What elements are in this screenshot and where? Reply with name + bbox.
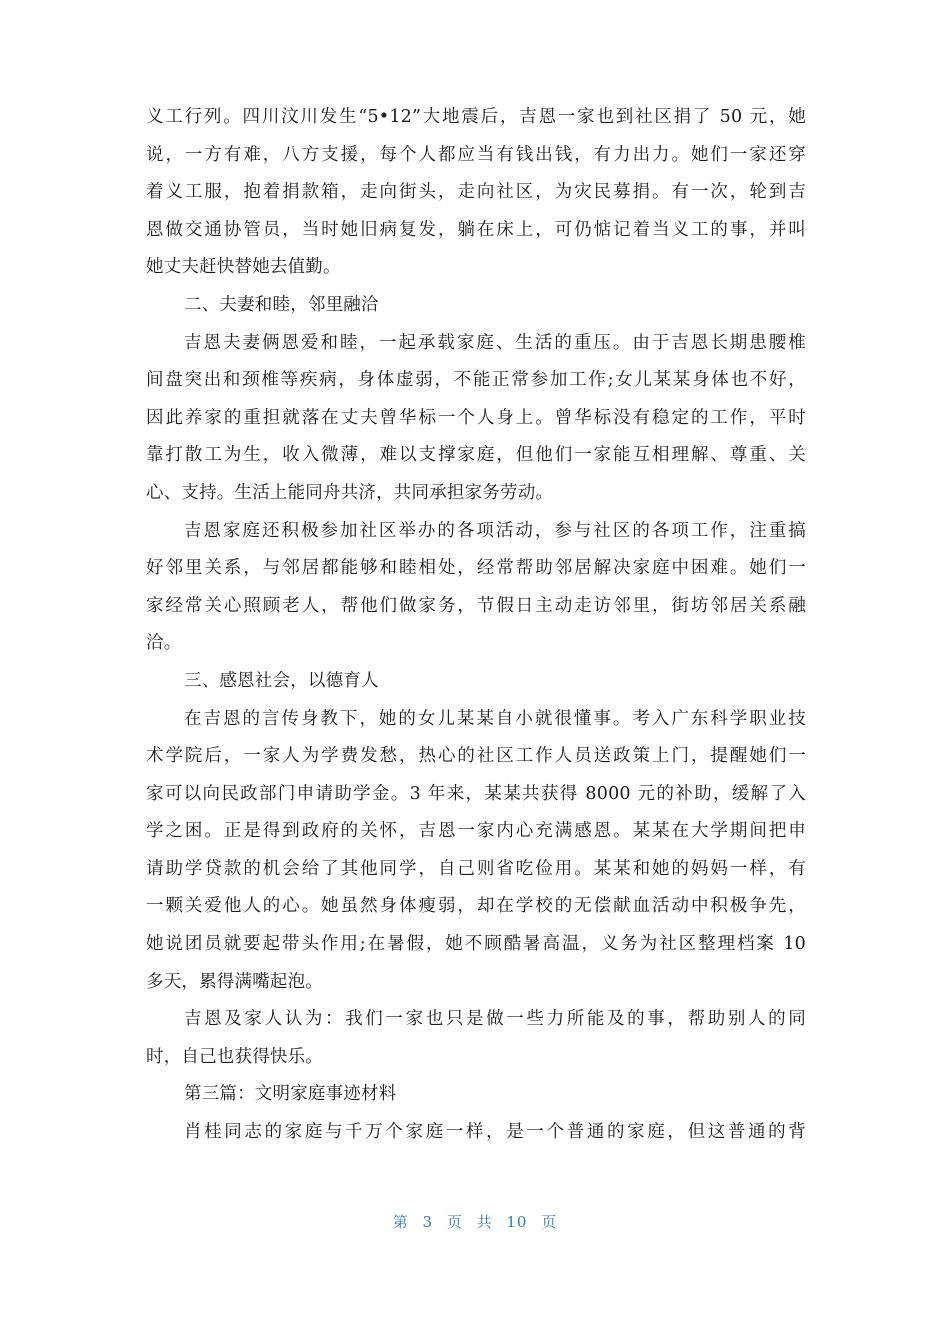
text-line: 好邻里关系，与邻居都能够和睦相处，经常帮助邻居解决家庭中困难。她们一 <box>146 558 806 579</box>
page-number-footer: 第 3 页 共 10 页 <box>392 1213 558 1231</box>
text-line: 吉恩夫妻俩恩爱和睦，一起承载家庭、生活的重压。由于吉恩长期患腰椎 <box>184 332 806 353</box>
text-line: 学之困。正是得到政府的关怀，吉恩一家内心充满感恩。某某在大学期间把申 <box>146 821 806 842</box>
text-line: 因此养家的重担就落在丈夫曾华标一个人身上。曾华标没有稳定的工作，平时 <box>146 407 806 428</box>
text-line: 心、支持。生活上能同舟共济，共同承担家务劳动。 <box>146 482 554 503</box>
text-line: 她说团员就要起带头作用;在暑假，她不顾酷暑高温，义务为社区整理档案 10 <box>146 934 806 955</box>
text-line: 多天，累得满嘴起泡。 <box>146 971 323 992</box>
text-line: 靠打散工为生，收入微薄，难以支撑家庭，但他们一家能互相理解、尊重、关 <box>146 445 806 466</box>
document-body <box>146 99 806 1152</box>
section-heading: 二、夫妻和睦，邻里融洽 <box>184 294 379 315</box>
text-line: 请助学贷款的机会给了其他同学，自己则省吃俭用。某某和她的妈妈一样，有 <box>146 858 806 879</box>
text-line: 洽。 <box>146 633 182 654</box>
text-line: 着义工服，抱着捐款箱，走向街头，走向社区，为灾民募捐。有一次，轮到吉 <box>146 182 806 203</box>
text-line: 吉恩家庭还积极参加社区举办的各项活动，参与社区的各项工作，注重搞 <box>184 520 806 541</box>
text-line: 在吉恩的言传身教下，她的女儿某某自小就很懂事。考入广东科学职业技 <box>184 708 806 729</box>
text-line: 义工行列。四川汶川发生“5•12”大地震后，吉恩一家也到社区捐了 50 元，她 <box>146 107 806 127</box>
text-line: 吉恩及家人认为：我们一家也只是做一些力所能及的事，帮助别人的同 <box>184 1009 806 1030</box>
section-heading: 三、感恩社会，以德育人 <box>184 670 379 691</box>
text-line: 说，一方有难，八方支援，每个人都应当有钱出钱，有力出力。她们一家还穿 <box>146 144 806 165</box>
text-line: 术学院后，一家人为学费发愁，热心的社区工作人员送政策上门，提醒她们一 <box>146 746 806 767</box>
section-heading: 第三篇：文明家庭事迹材料 <box>184 1084 397 1105</box>
text-line: 家可以向民政部门申请助学金。3 年来，某某共获得 8000 元的补助，缓解了入 <box>146 783 806 804</box>
text-line: 她丈夫赶快替她去值勤。 <box>146 257 341 278</box>
text-line: 家经常关心照顾老人，帮他们做家务，节假日主动走访邻里，街坊邻居关系融 <box>146 595 806 616</box>
text-line: 恩做交通协管员，当时她旧病复发，躺在床上，可仍惦记着当义工的事，并叫 <box>146 219 806 240</box>
text-line: 间盘突出和颈椎等疾病，身体虚弱，不能正常参加工作;女儿某某身体也不好， <box>146 370 806 391</box>
text-line: 时，自己也获得快乐。 <box>146 1046 323 1067</box>
text-line: 一颗关爱他人的心。她虽然身体瘦弱，却在学校的无偿献血活动中积极争先， <box>146 896 806 917</box>
text-line: 肖桂同志的家庭与千万个家庭一样，是一个普通的家庭，但这普通的背 <box>184 1122 806 1143</box>
